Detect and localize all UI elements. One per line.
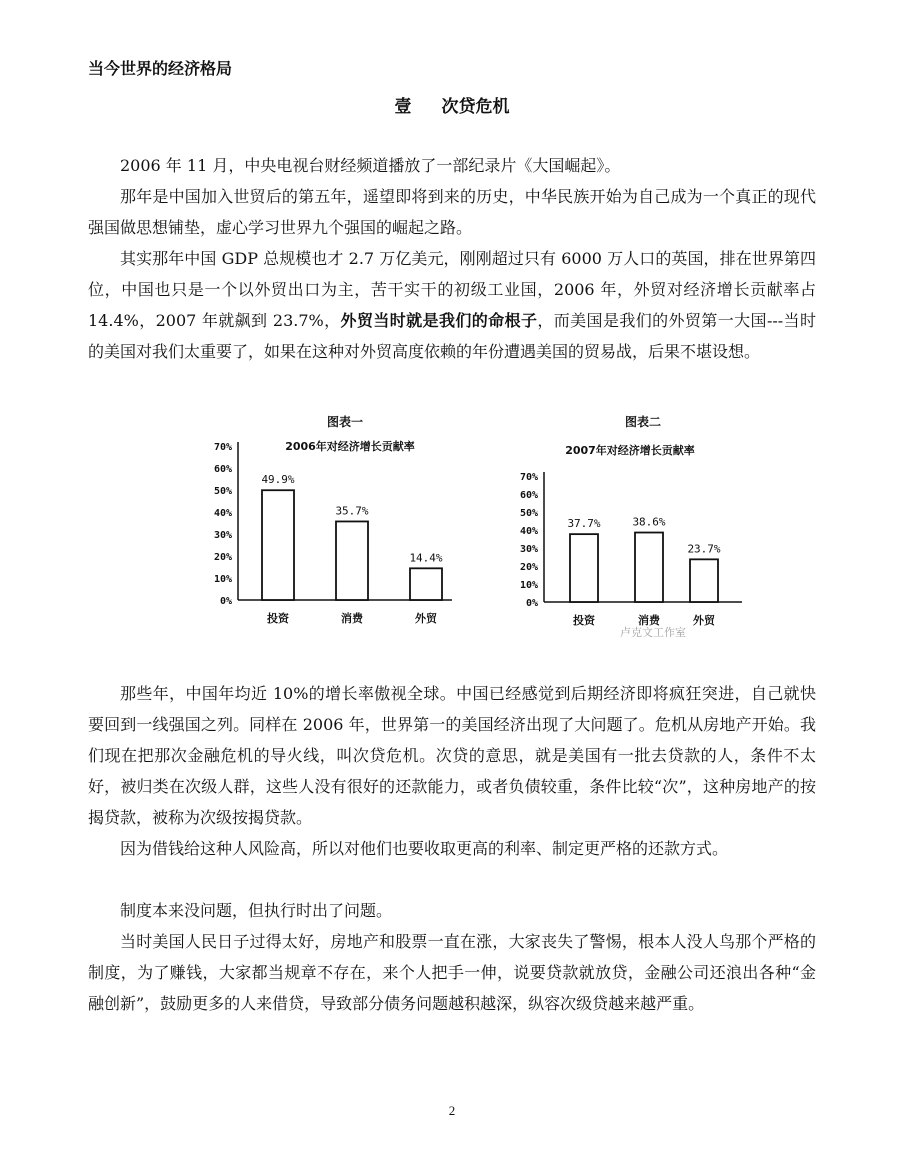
bar — [410, 568, 442, 600]
y-tick-label: 50% — [213, 486, 232, 497]
paragraph: 因为借钱给这种人风险高，所以对他们也要收取更高的利率、制定更严格的还款方式。 — [120, 839, 729, 858]
y-tick-label: 50% — [519, 508, 538, 519]
bar — [570, 534, 598, 602]
data-label: 35.7% — [335, 504, 369, 518]
section-heading — [0, 92, 904, 117]
data-label: 49.9% — [261, 473, 295, 487]
bar — [690, 559, 718, 602]
y-tick-label: 70% — [213, 442, 232, 453]
data-label: 23.7% — [687, 542, 721, 556]
chart-title: 2006年对经济增长贡献率 — [285, 440, 415, 453]
section-title: 次贷危机 — [441, 97, 510, 117]
x-tick-label: 外贸 — [415, 612, 437, 625]
data-label: 14.4% — [409, 551, 443, 565]
y-tick-label: 10% — [519, 580, 538, 591]
section-number: 壹 — [394, 97, 412, 117]
y-tick-label: 0% — [525, 598, 538, 609]
emphasis-text: 外贸当时就是我们的命根子 — [340, 311, 538, 330]
data-label: 37.7% — [567, 517, 601, 531]
paragraph-text: ，而美国是我们的外贸第一大国---当时的美国对我们太重要了，如果在这种对外贸高度依赖的年份遭遇美国的贸易战，后果不堪设想。 — [88, 311, 816, 361]
paragraph: 当时美国人民日子过得太好，房地产和股票一直在涨，大家丧失了警惕，根本人没人鸟那个严格的制度，为了赚钱，大家都当规章不存在，来个人把手一伸，说要贷款就放贷，金融公司还浪出各种“金融创新”，鼓励更多的人来借贷，导致部分债务问题越积越深，纵容次级贷越来越严重。 — [88, 932, 816, 1013]
paragraph: 那年是中国加入世贸后的第五年，遥望即将到来的历史，中华民族开始为自己成为一个真正的现代强国做思想铺垫，虚心学习世界九个强国的崛起之路。 — [88, 187, 816, 237]
y-tick-label: 20% — [519, 562, 538, 573]
y-tick-label: 20% — [213, 552, 232, 563]
watermark: 卢克文工作室 — [620, 626, 686, 639]
y-tick-label: 0% — [219, 596, 232, 607]
x-tick-label: 消费 — [341, 612, 363, 625]
bar — [262, 490, 294, 600]
bar — [635, 533, 663, 602]
y-tick-label: 60% — [519, 490, 538, 501]
paragraph: 2006 年 11 月，中央电视台财经频道播放了一部纪录片《大国崛起》。 — [120, 156, 621, 175]
y-tick-label: 40% — [213, 508, 232, 519]
y-tick-label: 70% — [519, 472, 538, 483]
paragraph — [88, 243, 816, 367]
y-tick-label: 30% — [519, 544, 538, 555]
data-label: 38.6% — [632, 515, 666, 529]
x-tick-label: 消费 — [638, 614, 660, 627]
x-tick-label: 外贸 — [693, 614, 715, 627]
running-title: 当今世界的经济格局 — [88, 59, 233, 78]
chart-label: 图表二 — [624, 415, 662, 429]
paragraph-text: 其实那年中国 GDP 总规模也才 2.7 万亿美元，刚刚超过只有 6000 万人口的英国，排在世界第四位，中国也只是一个以外贸出口为主，苦干实干的初级工业国，2006 年，外贸对经济增长贡献率占 14.4%，2007 年就飙到 23.7%， — [88, 249, 816, 330]
y-tick-label: 30% — [213, 530, 232, 541]
paragraph: 那些年，中国年均近 10%的增长率傲视全球。中国已经感觉到后期经济即将疯狂突进，自己就快要回到一线强国之列。同样在 2006 年，世界第一的美国经济出现了大问题了。危机从房地产开始。我们现在把那次金融危机的导火线，叫次贷危机。次贷的意思，就是美国有一批去贷款的人，条件不太好，被归类在次级人群，这些人没有很好的还款能力，或者负债较重，条件比较“次”，这种房地产的按揭贷款，被称为次级按揭贷款。 — [88, 684, 816, 827]
x-tick-label: 投资 — [267, 612, 289, 625]
charts-figure — [190, 412, 750, 652]
bar — [336, 521, 368, 600]
y-tick-label: 40% — [519, 526, 538, 537]
chart-title: 2007年对经济增长贡献率 — [565, 444, 695, 457]
paragraph: 制度本来没问题，但执行时出了问题。 — [120, 901, 393, 920]
chart-label: 图表一 — [326, 415, 364, 429]
x-tick-label: 投资 — [573, 614, 595, 627]
y-tick-label: 60% — [213, 464, 232, 475]
bar-charts — [190, 412, 750, 652]
y-tick-label: 10% — [213, 574, 232, 585]
page-number: 2 — [448, 1103, 456, 1118]
